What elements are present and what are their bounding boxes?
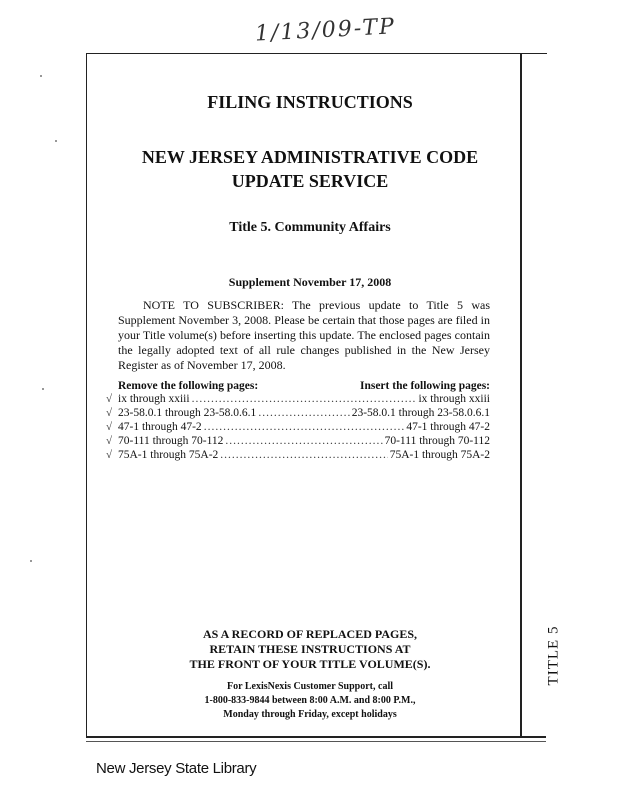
check-mark-icon: √ xyxy=(106,407,113,419)
leader-dots xyxy=(258,406,349,420)
code-title-line2: UPDATE SERVICE xyxy=(231,171,389,191)
check-mark-icon: √ xyxy=(106,435,113,447)
bottom-border-secondary xyxy=(86,741,546,742)
remove-pages: 23-58.0.1 through 23-58.0.6.1 xyxy=(118,407,257,419)
title-tab xyxy=(540,620,568,690)
page-row xyxy=(106,406,490,420)
leader-dots xyxy=(225,434,382,448)
handwritten-date: 1/13/09-TP xyxy=(254,14,397,47)
remove-header: Remove the following pages: xyxy=(118,380,259,392)
customer-support xyxy=(100,680,520,722)
page-heading: FILING INSTRUCTIONS xyxy=(207,92,413,112)
insert-pages: ix through xxiii xyxy=(418,393,490,405)
insert-pages: 75A-1 through 75A-2 xyxy=(389,449,490,461)
scan-speck xyxy=(55,140,57,142)
page-row xyxy=(106,420,490,434)
insert-pages: 47-1 through 47-2 xyxy=(406,421,490,433)
remove-pages: 75A-1 through 75A-2 xyxy=(118,449,219,461)
leader-dots xyxy=(220,448,387,462)
check-mark-icon: √ xyxy=(106,449,113,461)
page-row xyxy=(106,448,490,462)
page-list-header xyxy=(106,380,490,392)
remove-pages: 47-1 through 47-2 xyxy=(118,421,202,433)
library-stamp: New Jersey State Library xyxy=(96,760,257,777)
scan-speck xyxy=(42,388,44,390)
page-list xyxy=(106,380,490,462)
tab-divider-line xyxy=(520,53,522,737)
check-mark-icon: √ xyxy=(106,421,113,433)
leader-dots xyxy=(192,392,417,406)
remove-pages: ix through xxiii xyxy=(118,393,190,405)
bottom-border xyxy=(86,736,546,738)
title-name: Title 5. Community Affairs xyxy=(229,220,391,235)
code-title-line1: NEW JERSEY ADMINISTRATIVE CODE xyxy=(141,147,479,167)
subscriber-note: NOTE TO SUBSCRIBER: The previous update to Title 5 was Supplement November 3, 2008. Please be certain that those pages are filed in your Title volume(s) before inserting this update. The enclosed pages contain the legally adopted text of all rule changes published in the New Jersey Register as of November 17, 2008. xyxy=(118,298,490,372)
remove-pages: 70-111 through 70-112 xyxy=(118,435,224,447)
supplement-date: Supplement November 17, 2008 xyxy=(228,275,392,289)
record-line2: RETAIN THESE INSTRUCTIONS AT xyxy=(209,642,411,656)
tab-label: TITLE 5 xyxy=(545,625,562,685)
page-row xyxy=(106,434,490,448)
support-line2: 1-800-833-9844 between 8:00 A.M. and 8:00 P.M., xyxy=(204,695,416,706)
leader-dots xyxy=(204,420,405,434)
record-notice xyxy=(100,627,520,672)
check-mark-icon: √ xyxy=(106,393,113,405)
insert-header: Insert the following pages: xyxy=(359,380,490,392)
scan-speck xyxy=(40,75,42,77)
insert-pages: 23-58.0.1 through 23-58.0.6.1 xyxy=(351,407,490,419)
record-line1: AS A RECORD OF REPLACED PAGES, xyxy=(202,627,418,641)
record-line3: THE FRONT OF YOUR TITLE VOLUME(S). xyxy=(189,657,431,671)
support-line1: For LexisNexis Customer Support, call xyxy=(226,681,393,692)
scan-speck xyxy=(30,560,32,562)
insert-pages: 70-111 through 70-112 xyxy=(384,435,490,447)
page-row xyxy=(106,392,490,406)
code-title xyxy=(100,145,520,193)
support-line3: Monday through Friday, except holidays xyxy=(223,709,397,720)
